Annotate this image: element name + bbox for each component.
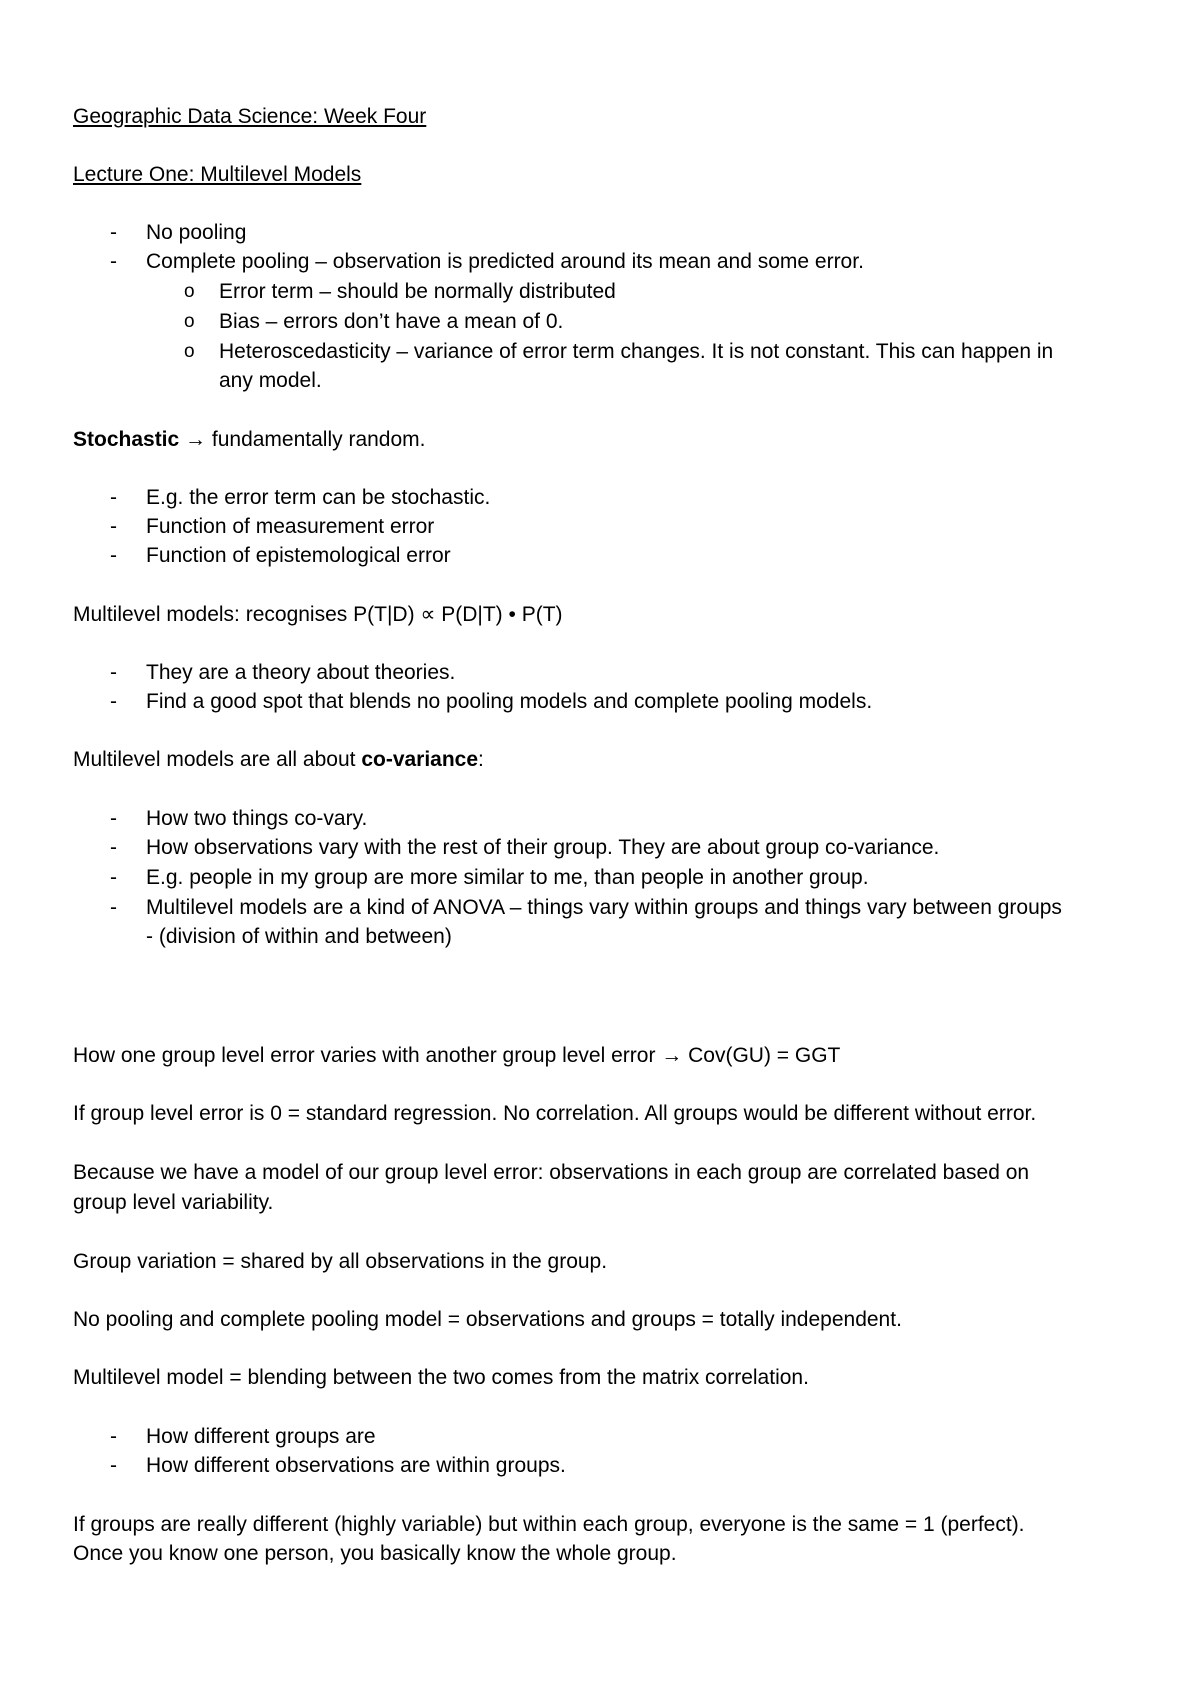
list-bullet: - [110, 515, 117, 538]
covariance-pre: Multilevel models are all about [73, 748, 362, 771]
list-bullet: - [110, 1425, 117, 1448]
sublist-bullet: o [184, 281, 195, 302]
list-item: E.g. people in my group are more similar to me, than people in another group. [146, 866, 869, 889]
paragraph: Multilevel model = blending between the two comes from the matrix correlation. [73, 1366, 809, 1389]
sublist-item: Heteroscedasticity – variance of error term changes. It is not constant. This can happen in [219, 340, 1054, 363]
list-item: No pooling [146, 221, 247, 244]
sublist-item-continuation: any model. [219, 369, 322, 392]
sublist-item: Error term – should be normally distributed [219, 280, 616, 303]
list-item: E.g. the error term can be stochastic. [146, 486, 491, 509]
list-item: How two things co-vary. [146, 807, 368, 830]
sublist-bullet: o [184, 311, 195, 332]
list-item: How different observations are within groups. [146, 1454, 566, 1477]
paragraph: If groups are really different (highly variable) but within each group, everyone is the same = 1 (perfect). [73, 1513, 1025, 1536]
list-item: How observations vary with the rest of their group. They are about group co-variance. [146, 836, 940, 859]
list-bullet: - [110, 866, 117, 889]
list-item: Function of epistemological error [146, 544, 451, 567]
page-title: Geographic Data Science: Week Four [73, 105, 427, 128]
stochastic-definition [73, 427, 426, 453]
list-bullet: - [110, 896, 117, 919]
list-item: Find a good spot that blends no pooling models and complete pooling models. [146, 690, 873, 713]
list-bullet: - [110, 661, 117, 684]
list-bullet: - [110, 807, 117, 830]
list-bullet: - [110, 1454, 117, 1477]
sublist-bullet: o [184, 341, 195, 362]
paragraph: If group level error is 0 = standard regression. No correlation. All groups would be different without error. [73, 1102, 1037, 1125]
list-bullet: - [110, 690, 117, 713]
sublist-item: Bias – errors don’t have a mean of 0. [219, 310, 564, 333]
list-item: Complete pooling – observation is predicted around its mean and some error. [146, 250, 864, 273]
list-item-continuation: - (division of within and between) [146, 925, 452, 948]
paragraph-continuation: group level variability. [73, 1191, 274, 1214]
covariance-intro [73, 747, 484, 773]
list-bullet: - [110, 250, 117, 273]
list-item: How different groups are [146, 1425, 376, 1448]
covariance-post: : [478, 748, 484, 771]
list-bullet: - [110, 836, 117, 859]
list-bullet: - [110, 544, 117, 567]
multilevel-intro: Multilevel models: recognises P(T|D) ∝ P(D|T) • P(T) [73, 603, 563, 626]
paragraph-continuation: Once you know one person, you basically know the whole group. [73, 1542, 677, 1565]
stochastic-meaning: → fundamentally random. [179, 428, 426, 451]
covariance-term: co-variance [361, 748, 479, 771]
paragraph: Because we have a model of our group level error: observations in each group are correlated based on [73, 1161, 1030, 1184]
list-item: Function of measurement error [146, 515, 435, 538]
paragraph: How one group level error varies with another group level error → Cov(GU) = GGT [73, 1044, 841, 1067]
list-item: They are a theory about theories. [146, 661, 456, 684]
lecture-heading: Lecture One: Multilevel Models [73, 163, 362, 186]
list-item: Multilevel models are a kind of ANOVA – things vary within groups and things vary between groups [146, 896, 1062, 919]
stochastic-term: Stochastic [73, 428, 180, 451]
list-bullet: - [110, 486, 117, 509]
paragraph: Group variation = shared by all observations in the group. [73, 1250, 608, 1273]
list-bullet: - [110, 221, 117, 244]
paragraph: No pooling and complete pooling model = observations and groups = totally independent. [73, 1308, 902, 1331]
